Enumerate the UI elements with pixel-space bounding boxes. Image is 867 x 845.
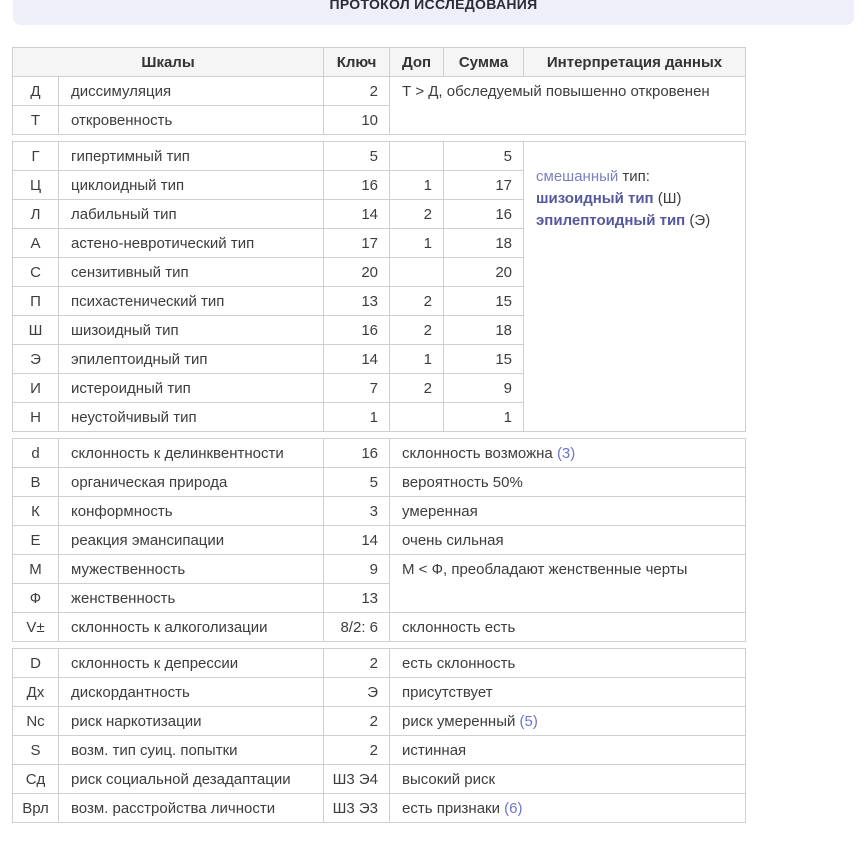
interpretation-cell: Т > Д, обследуемый повышенно откровенен bbox=[390, 77, 746, 135]
table-row bbox=[13, 736, 746, 765]
mixed-type-line bbox=[536, 168, 650, 185]
scale-name-cell: истероидный тип bbox=[59, 374, 324, 403]
header-key: Ключ bbox=[324, 48, 390, 77]
key-cell: 13 bbox=[324, 584, 390, 613]
scale-name-cell: возм. тип суиц. попытки bbox=[59, 736, 324, 765]
scale-code-cell: Сд bbox=[13, 765, 59, 794]
interpretation-cell: очень сильная bbox=[390, 526, 746, 555]
key-cell: 20 bbox=[324, 258, 390, 287]
table-row bbox=[13, 497, 746, 526]
table-row bbox=[13, 613, 746, 642]
page-title-banner bbox=[13, 0, 854, 25]
scale-code-cell: Д bbox=[13, 77, 59, 106]
dop-cell bbox=[390, 142, 444, 171]
table-tendencies bbox=[12, 438, 746, 642]
header-sum: Сумма bbox=[444, 48, 524, 77]
dop-cell bbox=[390, 258, 444, 287]
interpretation-text: есть признаки bbox=[402, 799, 500, 817]
key-cell: 5 bbox=[324, 142, 390, 171]
scale-code-cell: Л bbox=[13, 200, 59, 229]
scale-code-cell: П bbox=[13, 287, 59, 316]
interpretation-text: склонность возможна bbox=[402, 444, 553, 462]
interpretation-text: риск умеренный bbox=[402, 712, 516, 730]
scale-name-cell: склонность к депрессии bbox=[59, 649, 324, 678]
dop-cell bbox=[390, 403, 444, 432]
scale-name-cell: склонность к алкоголизации bbox=[59, 613, 324, 642]
key-cell: 5 bbox=[324, 468, 390, 497]
key-cell: 16 bbox=[324, 439, 390, 468]
scale-code-cell: Nc bbox=[13, 707, 59, 736]
scale-name-cell: шизоидный тип bbox=[59, 316, 324, 345]
scale-name-cell: склонность к делинквентности bbox=[59, 439, 324, 468]
sum-cell: 16 bbox=[444, 200, 524, 229]
scale-name-cell: риск наркотизации bbox=[59, 707, 324, 736]
table-row bbox=[13, 77, 746, 106]
key-cell: 1 bbox=[324, 403, 390, 432]
table-row bbox=[13, 468, 746, 497]
scale-name-cell: лабильный тип bbox=[59, 200, 324, 229]
key-cell: 13 bbox=[324, 287, 390, 316]
key-cell: 9 bbox=[324, 555, 390, 584]
key-cell: 2 bbox=[324, 707, 390, 736]
key-cell: Ш3 Э4 bbox=[324, 765, 390, 794]
type-link-epileptoid[interactable]: эпилептоидный тип bbox=[536, 212, 686, 229]
scale-code-cell: А bbox=[13, 229, 59, 258]
key-cell: 2 bbox=[324, 77, 390, 106]
scale-code-cell: Н bbox=[13, 403, 59, 432]
interpretation-cell bbox=[390, 439, 746, 468]
interpretation-cell: умеренная bbox=[390, 497, 746, 526]
scale-code-cell: Е bbox=[13, 526, 59, 555]
sum-cell: 15 bbox=[444, 345, 524, 374]
sum-cell: 5 bbox=[444, 142, 524, 171]
scale-code-cell: Г bbox=[13, 142, 59, 171]
key-cell: 3 bbox=[324, 497, 390, 526]
type-line bbox=[536, 212, 710, 229]
scale-name-cell: мужественность bbox=[59, 555, 324, 584]
scale-code-cell: Врл bbox=[13, 794, 59, 823]
scale-name-cell: психастенический тип bbox=[59, 287, 324, 316]
scale-code-cell: Ф bbox=[13, 584, 59, 613]
sum-cell: 20 bbox=[444, 258, 524, 287]
sum-cell: 9 bbox=[444, 374, 524, 403]
dop-cell: 1 bbox=[390, 229, 444, 258]
scale-code-cell: S bbox=[13, 736, 59, 765]
key-cell: 14 bbox=[324, 345, 390, 374]
key-cell: 16 bbox=[324, 171, 390, 200]
scale-name-cell: сензитивный тип bbox=[59, 258, 324, 287]
header-interpretation: Интерпретация данных bbox=[524, 48, 746, 77]
interpretation-cell bbox=[524, 142, 746, 432]
key-cell: 14 bbox=[324, 200, 390, 229]
scale-code-cell: С bbox=[13, 258, 59, 287]
scale-name-cell: конформность bbox=[59, 497, 324, 526]
scale-code-cell: V± bbox=[13, 613, 59, 642]
sum-cell: 17 bbox=[444, 171, 524, 200]
interpretation-cell: присутствует bbox=[390, 678, 746, 707]
scale-code-cell: В bbox=[13, 468, 59, 497]
table-validity bbox=[12, 47, 746, 135]
footnote-link-6[interactable]: (6) bbox=[504, 799, 523, 817]
scale-code-cell: Ц bbox=[13, 171, 59, 200]
scale-name-cell: эпилептоидный тип bbox=[59, 345, 324, 374]
dop-cell: 2 bbox=[390, 316, 444, 345]
scale-name-cell: риск социальной дезадаптации bbox=[59, 765, 324, 794]
type-code: (Ш) bbox=[653, 190, 682, 207]
scale-name-cell: циклоидный тип bbox=[59, 171, 324, 200]
table-row bbox=[13, 649, 746, 678]
footnote-link-3[interactable]: (3) bbox=[556, 444, 576, 462]
scale-name-cell: откровенность bbox=[59, 106, 324, 135]
table-types bbox=[12, 141, 746, 432]
key-cell: 16 bbox=[324, 316, 390, 345]
dop-cell: 1 bbox=[390, 345, 444, 374]
header-row bbox=[13, 48, 746, 77]
scale-code-cell: М bbox=[13, 555, 59, 584]
scale-name-cell: дискордантность bbox=[59, 678, 324, 707]
dop-cell: 2 bbox=[390, 287, 444, 316]
header-scales: Шкалы bbox=[13, 48, 324, 77]
table-row bbox=[13, 526, 746, 555]
interpretation-cell: есть склонность bbox=[390, 649, 746, 678]
table-row bbox=[13, 439, 746, 468]
scale-name-cell: астено-невротический тип bbox=[59, 229, 324, 258]
scale-name-cell: гипертимный тип bbox=[59, 142, 324, 171]
interpretation-cell bbox=[390, 707, 746, 736]
scale-code-cell: Ш bbox=[13, 316, 59, 345]
sum-cell: 15 bbox=[444, 287, 524, 316]
protocol-tables bbox=[12, 47, 867, 823]
interpretation-cell: склонность есть bbox=[390, 613, 746, 642]
type-code: (Э) bbox=[685, 212, 711, 229]
table-row bbox=[13, 142, 746, 171]
key-cell: 8/2: 6 bbox=[324, 613, 390, 642]
sum-cell: 18 bbox=[444, 229, 524, 258]
key-cell: 2 bbox=[324, 736, 390, 765]
mixed-type-link[interactable]: смешанный bbox=[536, 168, 619, 185]
table-row bbox=[13, 555, 746, 584]
interpretation-cell: вероятность 50% bbox=[390, 468, 746, 497]
sum-cell: 1 bbox=[444, 403, 524, 432]
sum-cell: 18 bbox=[444, 316, 524, 345]
dop-cell: 1 bbox=[390, 171, 444, 200]
key-cell: Ш3 Э3 bbox=[324, 794, 390, 823]
table-row bbox=[13, 678, 746, 707]
interpretation-cell: высокий риск bbox=[390, 765, 746, 794]
scale-name-cell: неустойчивый тип bbox=[59, 403, 324, 432]
key-cell: 7 bbox=[324, 374, 390, 403]
scale-name-cell: возм. расстройства личности bbox=[59, 794, 324, 823]
key-cell: 10 bbox=[324, 106, 390, 135]
footnote-link-5[interactable]: (5) bbox=[519, 712, 538, 730]
header-dop: Доп bbox=[390, 48, 444, 77]
scale-code-cell: d bbox=[13, 439, 59, 468]
scale-name-cell: органическая природа bbox=[59, 468, 324, 497]
dop-cell: 2 bbox=[390, 200, 444, 229]
interpretation-cell: истинная bbox=[390, 736, 746, 765]
scale-code-cell: К bbox=[13, 497, 59, 526]
scale-code-cell: И bbox=[13, 374, 59, 403]
key-cell: 14 bbox=[324, 526, 390, 555]
scale-code-cell: Э bbox=[13, 345, 59, 374]
table-row bbox=[13, 765, 746, 794]
scale-name-cell: реакция эмансипации bbox=[59, 526, 324, 555]
table-row bbox=[13, 707, 746, 736]
scale-code-cell: Т bbox=[13, 106, 59, 135]
scale-name-cell: диссимуляция bbox=[59, 77, 324, 106]
type-line bbox=[536, 190, 682, 207]
page-title: ПРОТОКОЛ ИССЛЕДОВАНИЯ bbox=[329, 0, 538, 12]
scale-code-cell: Дх bbox=[13, 678, 59, 707]
interpretation-cell bbox=[390, 794, 746, 823]
table-risks bbox=[12, 648, 746, 823]
scale-code-cell: D bbox=[13, 649, 59, 678]
key-cell: Э bbox=[324, 678, 390, 707]
type-link-schizoid[interactable]: шизоидный тип bbox=[536, 190, 654, 207]
interpretation-cell: М < Ф, преобладают женственные черты bbox=[390, 555, 746, 613]
scale-name-cell: женственность bbox=[59, 584, 324, 613]
key-cell: 17 bbox=[324, 229, 390, 258]
key-cell: 2 bbox=[324, 649, 390, 678]
mixed-type-rest: тип: bbox=[618, 168, 650, 185]
dop-cell: 2 bbox=[390, 374, 444, 403]
table-row bbox=[13, 794, 746, 823]
